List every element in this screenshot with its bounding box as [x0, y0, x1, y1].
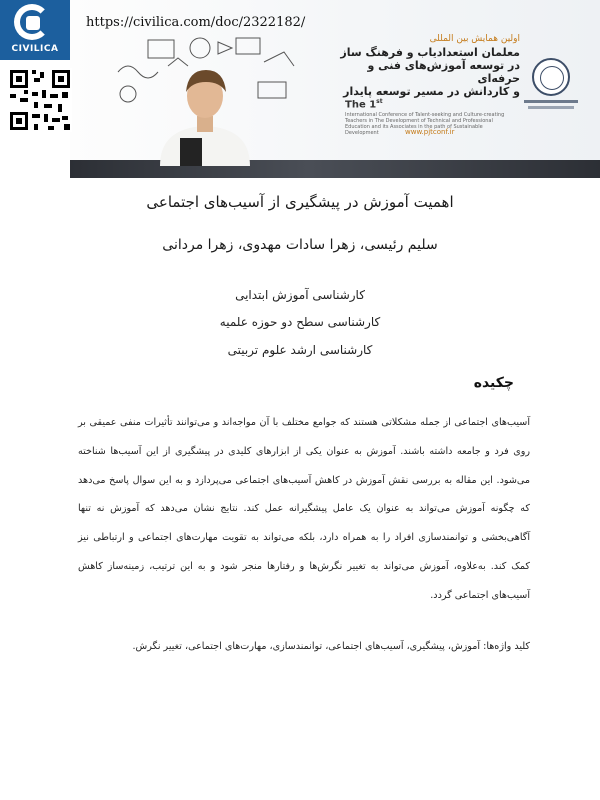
conference-line-4: و کاردانش در مسیر توسعه پایدار — [343, 85, 520, 98]
author-affiliation: کارشناسی ارشد علوم تربیتی — [227, 343, 373, 357]
conference-edition — [345, 98, 505, 110]
keywords: کلید واژه‌ها: آموزش، پیشگیری، آسیب‌های اجتماعی، توانمندسازی، مهارت‌های اجتماعی، تغییر نگرش. — [132, 641, 530, 652]
paper-authors: سلیم رئیسی، زهرا سادات مهدوی، زهرا مردانی — [162, 237, 438, 253]
author-affiliation: کارشناسی سطح دو حوزه علمیه — [219, 315, 381, 329]
seal-caption-line — [528, 106, 574, 109]
conference-english-description: International Conference of Talent-seeking and Culture-creating Teachers in The Development of Technical and Professional Education and its Associates in the path of Sustainable Development — [345, 112, 505, 137]
paper-title: اهمیت آموزش در پیشگیری از آسیب‌های اجتماعی — [146, 193, 454, 211]
conference-line-3: در توسعه آموزش‌های فنی و حرفه‌ای — [367, 59, 520, 85]
abstract-body: آسیب‌های اجتماعی از جمله مشکلاتی هستند که جوامع مختلف با آن مواجه‌اند و می‌توانند تأثیرات منفی عمیقی بر روی فرد و جامعه داشته باشند. آموزش به عنوان یکی از ابزارهای کلیدی در پیشگیری از این آسیب‌ها شناخته می‌شود. این مقاله به بررسی نقش آموزش در کاهش آسیب‌های اجتماعی می‌پردازد و به این سوال پاسخ می‌دهد که چگونه آموزش می‌تواند به عنوان یک عامل پیشگیرانه عمل کند. نتایج نشان می‌دهد که آموزش نه تنها آگاهی‌بخشی و توانمندسازی افراد را به همراه دارد، بلکه می‌تواند به تقویت مهارت‌های اجتماعی و ارتباطی نیز کمک کند. به‌علاوه، آموزش می‌تواند به تغییر نگرش‌ها و رفتارها منجر شود و به این ترتیب، زمینه‌ساز کاهش آسیب‌های اجتماعی گردد. — [78, 417, 530, 601]
university-seal-icon — [532, 58, 570, 96]
conference-line-2: معلمان استعدادیاب و فرهنگ ساز — [340, 46, 520, 59]
conference-banner — [0, 0, 600, 178]
conference-edition-suffix: st — [376, 98, 383, 105]
conference-edition-number: The 1 — [345, 99, 377, 111]
document-url[interactable]: https://civilica.com/doc/2322182/ — [86, 15, 306, 30]
conference-title-fa — [340, 34, 520, 98]
author-affiliation: کارشناسی آموزش ابتدایی — [235, 288, 365, 302]
civilica-square-icon — [26, 16, 40, 30]
civilica-logo-text: CIVILICA — [11, 44, 59, 54]
qr-code-icon — [8, 68, 72, 132]
student-photo — [150, 56, 260, 166]
seal-inner-ring — [540, 66, 564, 90]
civilica-logo[interactable] — [0, 0, 70, 60]
conference-line-1: اولین همایش بین المللی — [429, 34, 520, 44]
conference-website[interactable]: www.pjtconf.ir — [405, 128, 455, 136]
abstract-heading: چکیده — [473, 375, 514, 391]
seal-caption-line — [524, 100, 578, 103]
